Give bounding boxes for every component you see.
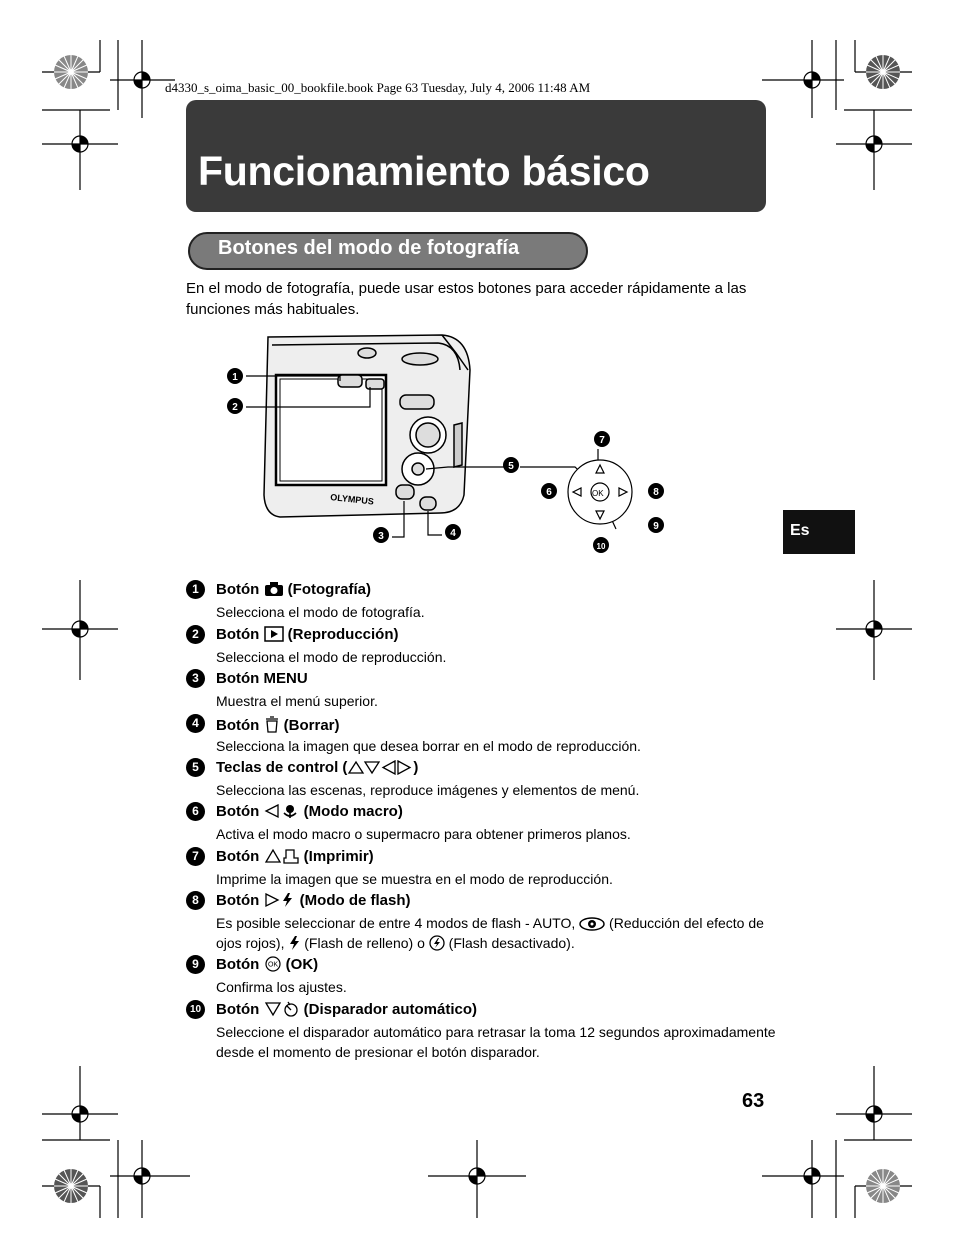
right-flash-icon — [264, 892, 296, 908]
red-eye-icon — [579, 917, 605, 931]
item-description: Muestra el menú superior. — [216, 693, 378, 709]
language-tab-label: Es — [790, 522, 810, 539]
ok-icon — [264, 956, 282, 972]
item-title: Botón (Fotografía) — [216, 581, 371, 598]
item-description: Selecciona la imagen que desea borrar en el modo de reproducción. — [216, 738, 641, 754]
item-number: 10 — [186, 1000, 205, 1019]
item-title: Botón (Disparador automático) — [216, 1001, 478, 1018]
callout-6: 6 — [546, 487, 552, 498]
callout-1: 1 — [232, 372, 238, 383]
flash-off-icon — [429, 935, 445, 951]
callout-5: 5 — [508, 461, 514, 472]
up-print-icon — [264, 848, 300, 864]
arrows-icon — [347, 760, 413, 775]
item-number: 3 — [186, 669, 205, 688]
camera-figure — [220, 325, 680, 560]
callout-8: 8 — [653, 487, 659, 498]
item-title: Botón OK (OK) — [216, 956, 319, 973]
item-title: Botón (Borrar) — [216, 717, 340, 734]
section-heading: Botones del modo de fotografía — [218, 237, 520, 259]
item-number: 1 — [186, 580, 205, 599]
callout-10: 10 — [596, 542, 606, 551]
callout-3: 3 — [378, 531, 384, 542]
item-title: Botón (Imprimir) — [216, 848, 374, 865]
callout-2: 2 — [232, 402, 238, 413]
item-number: 8 — [186, 891, 205, 910]
item-description: Es posible seleccionar de entre 4 modos de flash - AUTO, (Reducción del efecto de ojos rojos), (Flash de relleno) o (Flash desactivado). — [216, 915, 764, 951]
item-description: Selecciona las escenas, reproduce imágenes y elementos de menú. — [216, 782, 640, 798]
item-title: Teclas de control ( ) — [216, 759, 419, 776]
item-title: Botón (Modo de flash) — [216, 892, 411, 909]
left-macro-icon — [264, 803, 300, 819]
intro-paragraph: En el modo de fotografía, puede usar estos botones para acceder rápidamente a las funciones más habituales. — [186, 280, 747, 318]
item-number: 6 — [186, 802, 205, 821]
item-description: Imprime la imagen que se muestra en el modo de reproducción. — [216, 871, 613, 887]
item-title: Botón (Reproducción) — [216, 626, 399, 643]
down-timer-icon — [264, 1001, 300, 1017]
callout-7: 7 — [599, 435, 605, 446]
item-number: 5 — [186, 758, 205, 777]
flash-icon — [288, 935, 300, 951]
ok-label: OK — [592, 489, 604, 498]
item-description: Confirma los ajustes. — [216, 979, 347, 995]
item-title: Botón (Modo macro) — [216, 803, 403, 820]
callout-9: 9 — [653, 521, 659, 532]
item-title: Botón MENU — [216, 670, 308, 687]
item-description: Selecciona el modo de fotografía. — [216, 604, 425, 620]
callout-4: 4 — [450, 528, 456, 539]
item-number: 2 — [186, 625, 205, 644]
item-number: 9 — [186, 955, 205, 974]
camera-body — [264, 335, 470, 517]
item-description: Seleccione el disparador automático para retrasar la toma 12 segundos aproximadamente desde el momento de presionar el botón disparador. — [216, 1024, 776, 1060]
play-icon — [264, 626, 284, 642]
camera-icon — [264, 581, 284, 597]
page-title: Funcionamiento básico — [198, 148, 650, 194]
page-number: 63 — [742, 1090, 765, 1112]
item-description: Selecciona el modo de reproducción. — [216, 649, 447, 665]
trash-icon — [264, 715, 280, 733]
file-header-line: d4330_s_oima_basic_00_bookfile.book Page 63 Tuesday, July 4, 2006 11:48 AM — [165, 80, 591, 95]
item-description: Activa el modo macro o supermacro para obtener primeros planos. — [216, 826, 631, 842]
item-number: 4 — [186, 714, 205, 733]
svg-text:OK: OK — [267, 961, 278, 969]
item-number: 7 — [186, 847, 205, 866]
camera-brand: OLYMPUS — [329, 492, 375, 507]
